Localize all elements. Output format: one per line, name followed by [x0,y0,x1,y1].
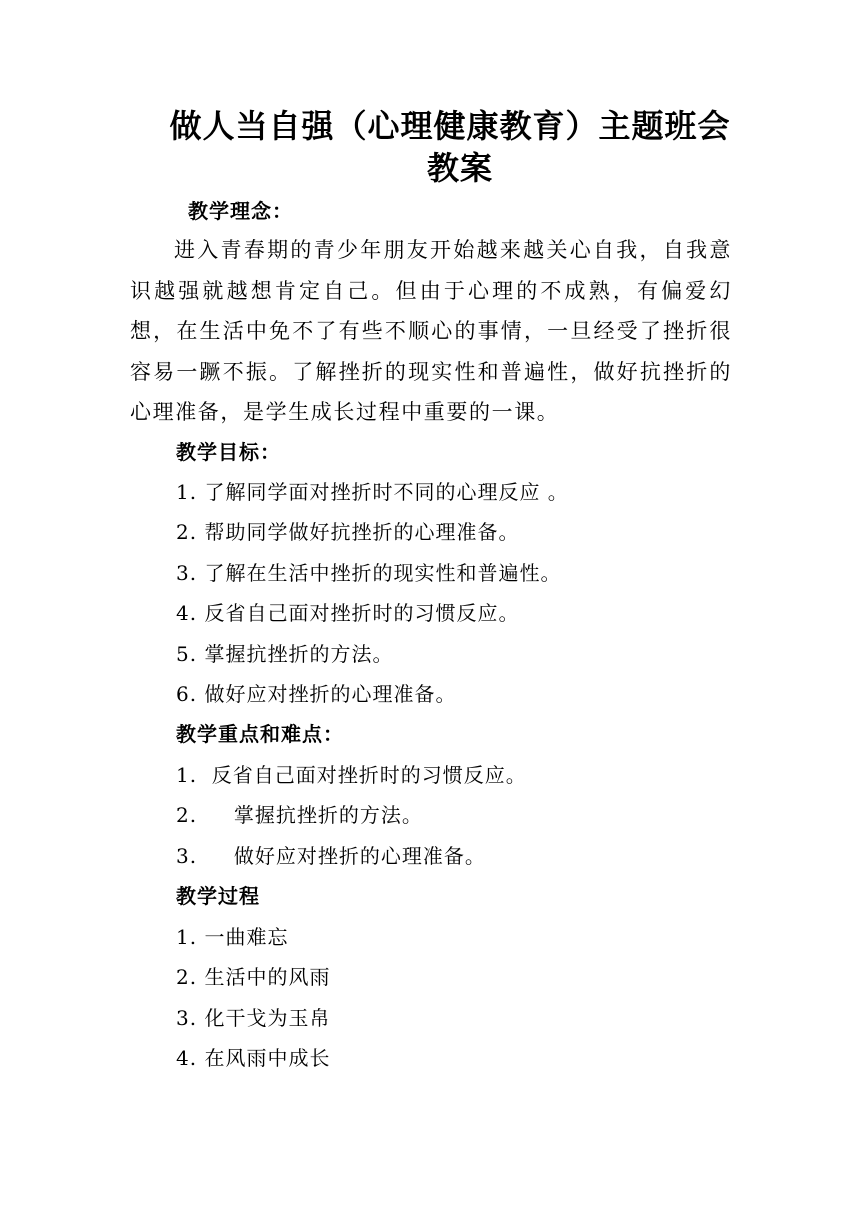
section-heading-process: 教学过程 [176,884,260,908]
key-point-item: 2. 掌握抗挫折的方法。 [176,803,423,827]
document-title-line-1: 做人当自强（心理健康教育）主题班会 [169,107,731,145]
concept-paragraph: 进入青春期的青少年朋友开始越来越关心自我，自我意识越强就越想肯定自己。但由于心理的不成熟，有偏爱幻想，在生活中免不了有些不顺心的事情，一旦经受了挫折很容易一蹶不振。了解挫折的现实性和普遍性，做好抗挫折的心理准备，是学生成长过程中重要的一课。 [130,238,732,424]
goal-item: 2. 帮助同学做好抗挫折的心理准备。 [176,520,520,544]
goal-item: 6. 做好应对挫折的心理准备。 [176,682,457,706]
section-heading-concept: 教学理念： [188,199,293,223]
process-item: 4. 在风雨中成长 [176,1046,331,1070]
key-point-item: 1. 反省自己面对挫折时的习惯反应。 [176,763,527,787]
section-heading-key-points: 教学重点和难点： [176,722,344,746]
goal-item: 5. 掌握抗挫折的方法。 [176,642,394,666]
document-title-line-2: 教案 [426,149,493,187]
key-point-item: 3. 做好应对挫折的心理准备。 [176,844,486,868]
section-heading-goals: 教学目标： [176,440,281,464]
process-item: 3. 化干戈为玉帛 [176,1006,331,1030]
goal-item: 1. 了解同学面对挫折时不同的心理反应 。 [176,480,569,504]
goal-item: 4. 反省自己面对挫折时的习惯反应。 [176,601,520,625]
goal-item: 3. 了解在生活中挫折的现实性和普遍性。 [176,561,562,585]
process-item: 2. 生活中的风雨 [176,965,331,989]
process-item: 1. 一曲难忘 [176,925,289,949]
